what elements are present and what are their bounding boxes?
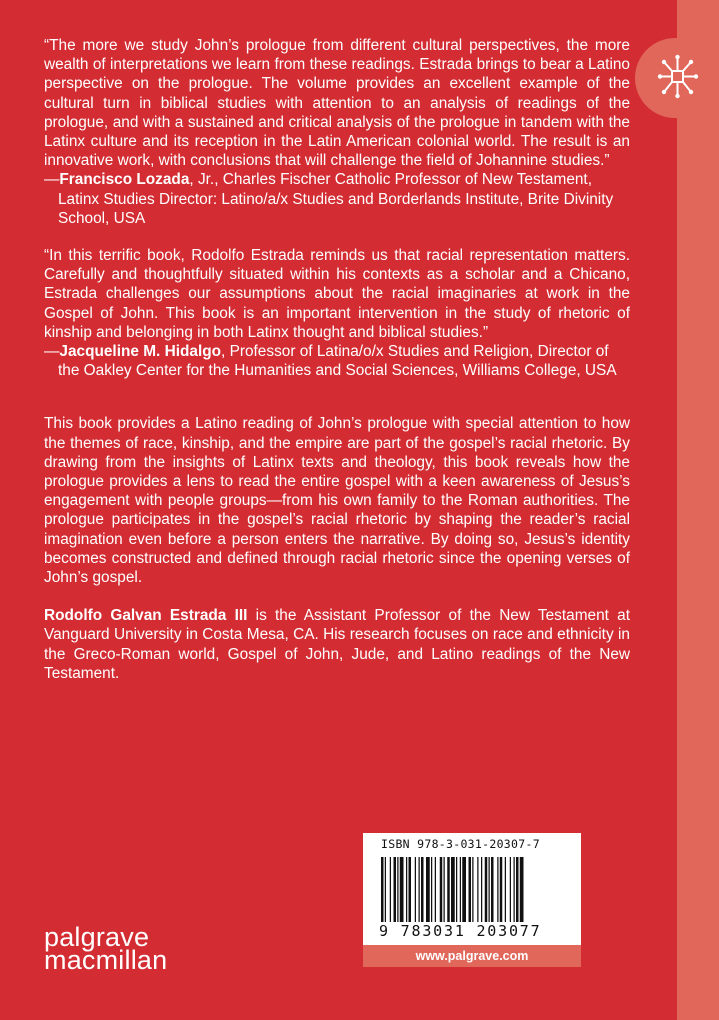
barcode-bar (497, 857, 498, 929)
barcode-bar (447, 857, 450, 929)
barcode-bar (419, 857, 420, 929)
barcode (381, 857, 563, 929)
barcode-bar (462, 857, 466, 929)
back-cover-text (44, 36, 630, 683)
barcode-bar (510, 857, 511, 929)
barcode-bar (481, 857, 482, 929)
barcode-bar (460, 857, 461, 929)
barcode-box (363, 833, 581, 945)
barcode-bar (444, 857, 445, 929)
publisher-url: www.palgrave.com (363, 945, 581, 967)
barcode-bar (469, 857, 472, 929)
barcode-bar (456, 857, 457, 929)
book-description: This book provides a Latino reading of John’s prologue with special attention to how the themes of race, kinship, and the empire are part of the gospel’s racial rhetoric. By drawing from the insights of Latinx texts and theology, this book reveals how the prologue provides a lens to read the entire gospel with a keen awareness of Jesus’s engagement with people groups—from his own family to the Roman authorities. The prologue participates in the gospel’s racial rhetoric by shaping the reader’s racial imagination even before a person enters the narrative. By doing so, Jesus’s identity becomes constructed and defined through racial rhetoric since the opening verses of John’s gospel. (44, 415, 630, 587)
author-bio (44, 606, 630, 683)
barcode-bar (406, 857, 407, 929)
author-bio-text: is the Assistant Professor of the New Testament at Vanguard University in Costa Mesa, CA. His research focuses on race and ethnicity in the Greco-Roman world, Gospel of John, Jude, and Latino readings of the New Testament. (44, 607, 630, 682)
barcode-bar (397, 857, 398, 929)
isbn-label: ISBN 978-3-031-20307-7 (381, 837, 540, 851)
barcode-bar (385, 857, 386, 929)
barcode-bar (440, 857, 443, 929)
barcode-bar (394, 857, 397, 929)
barcode-bar (400, 857, 404, 929)
endorsement-attribution-1 (44, 170, 630, 228)
endorser-name: Francisco Lozada (59, 171, 190, 189)
barcode-bar (489, 857, 490, 929)
barcode-bar (472, 857, 473, 929)
barcode-bar (485, 857, 488, 929)
publisher-logo-line1: palgrave (44, 922, 150, 952)
endorsement-quote-1: “The more we study John’s prologue from different cultural perspectives, the more wealth of interpretations we learn from these readings. Estrada brings to bear a Latino perspective on the prologue. The volume provides an excellent example of the cultural turn in biblical studies with attention to an analysis of readings of the prologue, and with a sustained and critical analysis of the prologue in tandem with the Latinx culture and its reception in the Latin American colonial world. The result is an innovative work, with conclusions that will challenge the field of Johannine studies.” (44, 37, 630, 170)
endorsement-quote-2: “In this terrific book, Rodolfo Estrada reminds us that racial representation matters. Carefully and thoughtfully situated within his contexts as a scholar and a Chicano, Estrada challenges our assumptions about the racial imaginaries at work in the Gospel of John. This book is an important intervention in the study of rhetoric of kinship and belonging in both Latinx thought and biblical studies.” (44, 247, 630, 341)
barcode-bar (451, 857, 455, 929)
barcode-bar (426, 857, 430, 929)
attribution-dash: — (44, 343, 60, 361)
barcode-bar (390, 857, 391, 929)
barcode-bar (514, 857, 515, 929)
barcode-bar (520, 857, 524, 929)
logo-tab (635, 38, 719, 118)
barcode-bar (421, 857, 424, 929)
author-name: Rodolfo Galvan Estrada III (44, 607, 248, 625)
barcode-bar (409, 857, 412, 929)
barcode-bar (505, 857, 506, 929)
barcode-bar (415, 857, 416, 929)
endorser-affiliation: , Jr., Charles Fischer Catholic Professor of New Testament, Latinx Studies Director: Latino/a/x Studies and Borderlands Institute, Brite Divinity School, USA (58, 171, 614, 227)
palgrave-network-logo-icon (657, 54, 699, 100)
barcode-bar (516, 857, 519, 929)
endorsement-attribution-2 (44, 342, 630, 380)
barcode-bar (491, 857, 494, 929)
barcode-bar (381, 857, 384, 929)
endorser-affiliation: , Professor of Latina/o/x Studies and Religion, Director of the Oakley Center for the Humanities and Social Sciences, Williams College, USA (58, 343, 617, 380)
barcode-number: 9 783031 203077 (379, 922, 542, 940)
barcode-bar (431, 857, 432, 929)
barcode-bar (435, 857, 436, 929)
barcode-bar (477, 857, 478, 929)
barcode-bar (500, 857, 503, 929)
attribution-dash: — (44, 171, 60, 189)
endorser-name: Jacqueline M. Hidalgo (59, 343, 222, 361)
spine-strip (677, 0, 719, 1020)
publisher-logo (44, 922, 168, 975)
publisher-logo-line2: macmillan (44, 945, 168, 975)
